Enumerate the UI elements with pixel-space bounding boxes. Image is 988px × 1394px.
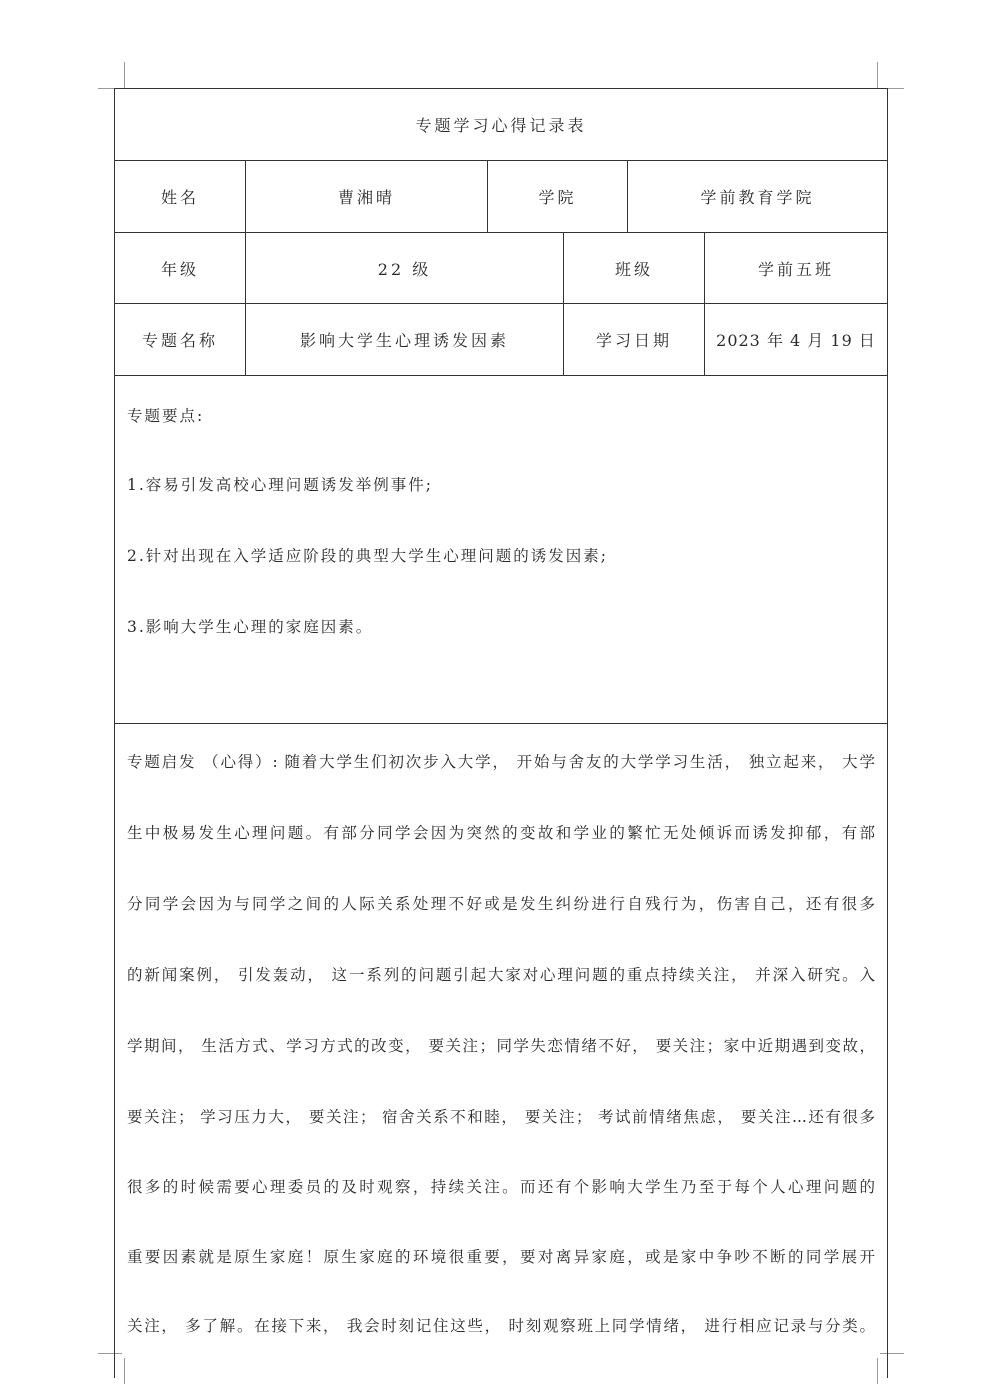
- insight-line: 分同学会因为与同学之间的人际关系处理不好或是发生纠纷进行自残行为，伤害自己，还有很多: [127, 895, 875, 913]
- key-point-item: 2.针对出现在入学适应阶段的典型大学生心理问题的诱发因素;: [127, 547, 609, 565]
- name-college-row: [115, 161, 887, 233]
- name-label: 姓名: [160, 188, 199, 207]
- topic-label: 专题名称: [141, 331, 218, 350]
- grade-class-row: [115, 233, 887, 304]
- insight-line: 重要因素就是原生家庭！原生家庭的环境很重要，要对离异家庭，或是家中争吵不断的同学展开: [127, 1248, 875, 1266]
- insight-section: [115, 724, 887, 1379]
- insight-line: 要关注； 学习压力大， 要关注； 宿舍关系不和睦， 要关注； 考试前情绪焦虑， 要关注...还有很多: [127, 1108, 875, 1126]
- class-label: 班级: [563, 233, 704, 303]
- form-title: 专题学习心得记录表: [415, 116, 587, 135]
- grade-label: 年级: [160, 259, 199, 279]
- key-points-section: [115, 376, 887, 724]
- key-point-item: 1.容易引发高校心理问题诱发举例事件;: [127, 476, 434, 494]
- date-label: 学习日期: [563, 304, 704, 375]
- college-label: 学院: [487, 161, 627, 232]
- topic-value: 影响大学生心理诱发因素: [245, 304, 563, 375]
- class-value: 学前五班: [704, 233, 887, 303]
- date-value: 2023 年 4 月 19 日: [704, 304, 887, 375]
- crop-mark-top-right: [877, 62, 878, 88]
- topic-date-row: [115, 304, 887, 376]
- crop-mark-top-left: [124, 62, 125, 88]
- insight-line: 的新闻案例， 引发轰动， 这一系列的问题引起大家对心理问题的重点持续关注， 并深入研究。入: [127, 966, 875, 984]
- insight-line: 很多的时候需要心理委员的及时观察，持续关注。而还有个影响大学生乃至于每个人心理问题的: [127, 1178, 875, 1196]
- insight-line: 学期间， 生活方式、学习方式的改变， 要关注；同学失恋情绪不好， 要关注；家中近期遇到变故，: [127, 1037, 875, 1055]
- name-value: 曹湘晴: [245, 161, 487, 232]
- grade-value: 22 级: [245, 233, 563, 303]
- title-row: [115, 89, 887, 161]
- key-point-item: 3.影响大学生心理的家庭因素。: [127, 618, 374, 636]
- insight-line: 专题启发 （心得）: 随着大学生们初次步入大学， 开始与舍友的大学学习生活， 独立起来， 大学: [127, 753, 875, 771]
- key-points-heading: 专题要点:: [127, 407, 205, 425]
- insight-line: 关注， 多了解。在接下来， 我会时刻记住这些， 时刻观察班上同学情绪， 进行相应记录与分类。: [127, 1317, 875, 1335]
- college-value: 学前教育学院: [627, 161, 887, 232]
- record-form-table: [114, 88, 888, 1378]
- insight-line: 生中极易发生心理问题。有部分同学会因为突然的变故和学业的繁忙无处倾诉而诱发抑郁，有部: [127, 824, 875, 842]
